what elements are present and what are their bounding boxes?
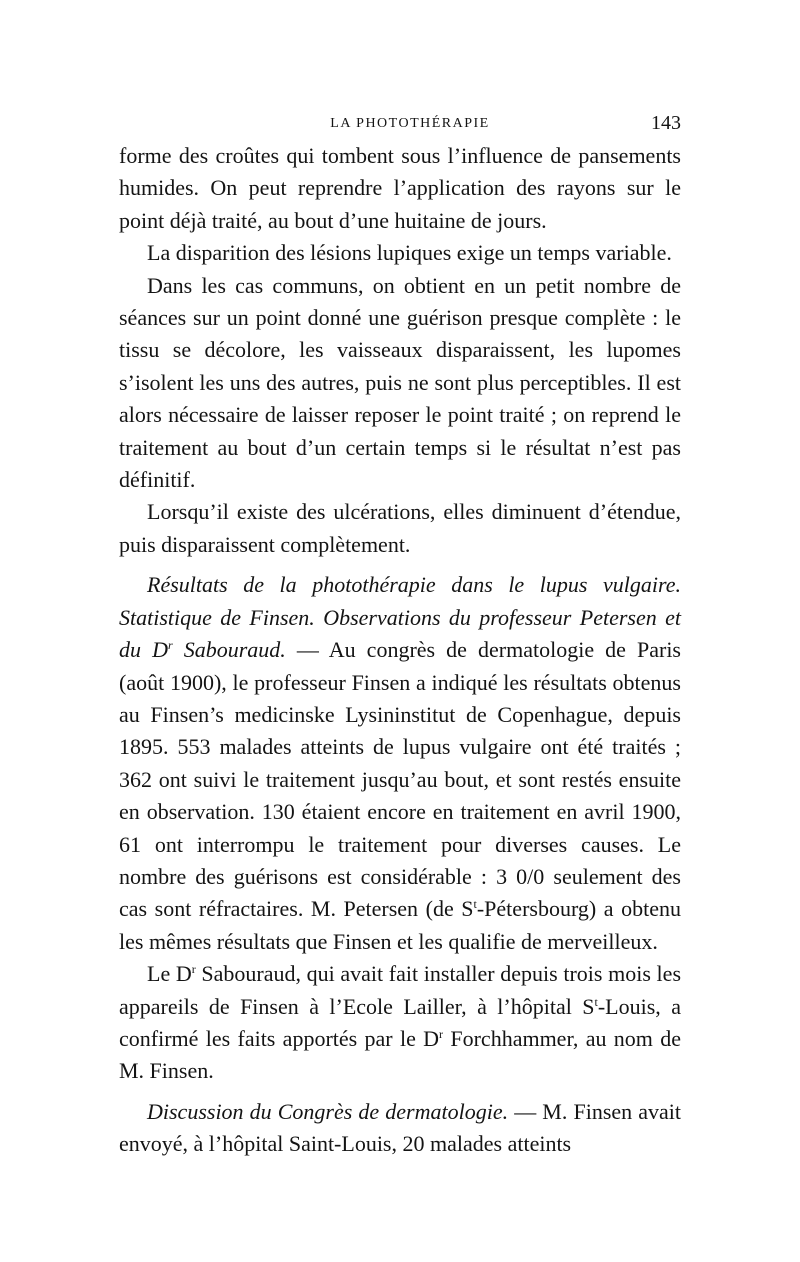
running-title: LA PHOTOTHÉRAPIE: [330, 116, 490, 131]
paragraph-results: [119, 569, 681, 958]
paragraph-1: forme des croûtes qui tombent sous l’influence de pansements humides. On peut reprendre l’application des rayons sur le point déjà traité, au bout d’une huitaine de jours.: [119, 143, 681, 233]
page-header: [119, 110, 681, 140]
sabouraud-text-2: Sabouraud, qui avait fait installer depuis trois mois les appareils de Finsen à l’Ecole Lailler, à l’hôpital S: [119, 961, 681, 1019]
paragraph-2: La disparition des lésions lupiques exige un temps variable.: [147, 240, 672, 266]
superscript-r: r: [191, 962, 196, 977]
superscript-t: t: [473, 897, 477, 912]
superscript-t: t: [594, 994, 598, 1009]
results-heading-text: Résultats de la photothérapie dans le lupus vulgaire. Statistique de Finsen. Observations du professeur Petersen et du D: [119, 572, 681, 663]
discussion-text: — M. Finsen avait envoyé, à l’hôpital Saint-Louis, 20 malades atteints: [119, 1098, 681, 1157]
sabouraud-text-4: Forchhammer, au nom de M. Finsen.: [119, 1025, 682, 1084]
paragraph-3: Dans les cas communs, on obtient en un petit nombre de séances sur un point donné une guérison presque complète : le tissu se décolore, les vaisseaux disparaissent, les lupomes s’isolent les uns des autres, puis ne sont plus perceptibles. Il est alors nécessaire de laisser reposer le point traité ; on reprend le traitement au bout d’un certain temps si le résultat n’est pas définitif.: [119, 272, 681, 493]
results-text: — Au congrès de dermatologie de Paris (août 1900), le professeur Finsen a indiqué les résultats obtenus au Finsen’s medicinske Lysininstitut de Copenhague, depuis 1895. 553 malades atteints de lupus vulgaire ont été traités ; 362 ont suivi le traitement jusqu’au bout, et sont restés ensuite en observation. 130 étaient encore en traitement en avril 1900, 61 ont interrompu le traitement pour diverses causes. Le nombre des guérisons est considérable : 3 0/0 seulement des cas sont réfractaires. M. Petersen (de S: [119, 637, 681, 922]
superscript-r: r: [439, 1026, 444, 1041]
page-number: 143: [651, 112, 681, 134]
body-text: [119, 140, 681, 1161]
book-page: [119, 110, 681, 1161]
discussion-heading: Discussion du Congrès de dermatologie.: [147, 1098, 509, 1124]
paragraph-sabouraud: [119, 958, 681, 1088]
results-heading-name: Sabouraud.: [183, 637, 286, 663]
sabouraud-text-3: -Louis, a confirmé les faits apportés par le D: [119, 993, 682, 1051]
paragraph-4: Lorsqu’il existe des ulcérations, elles diminuent d’étendue, puis disparaissent complètement.: [119, 499, 681, 557]
superscript-r: r: [167, 638, 173, 653]
paragraph-discussion: [119, 1096, 681, 1161]
results-text-end: -Pétersbourg) a obtenu les mêmes résultats que Finsen et les qualifie de merveilleux.: [119, 896, 681, 954]
sabouraud-text-1: Le D: [147, 961, 192, 987]
